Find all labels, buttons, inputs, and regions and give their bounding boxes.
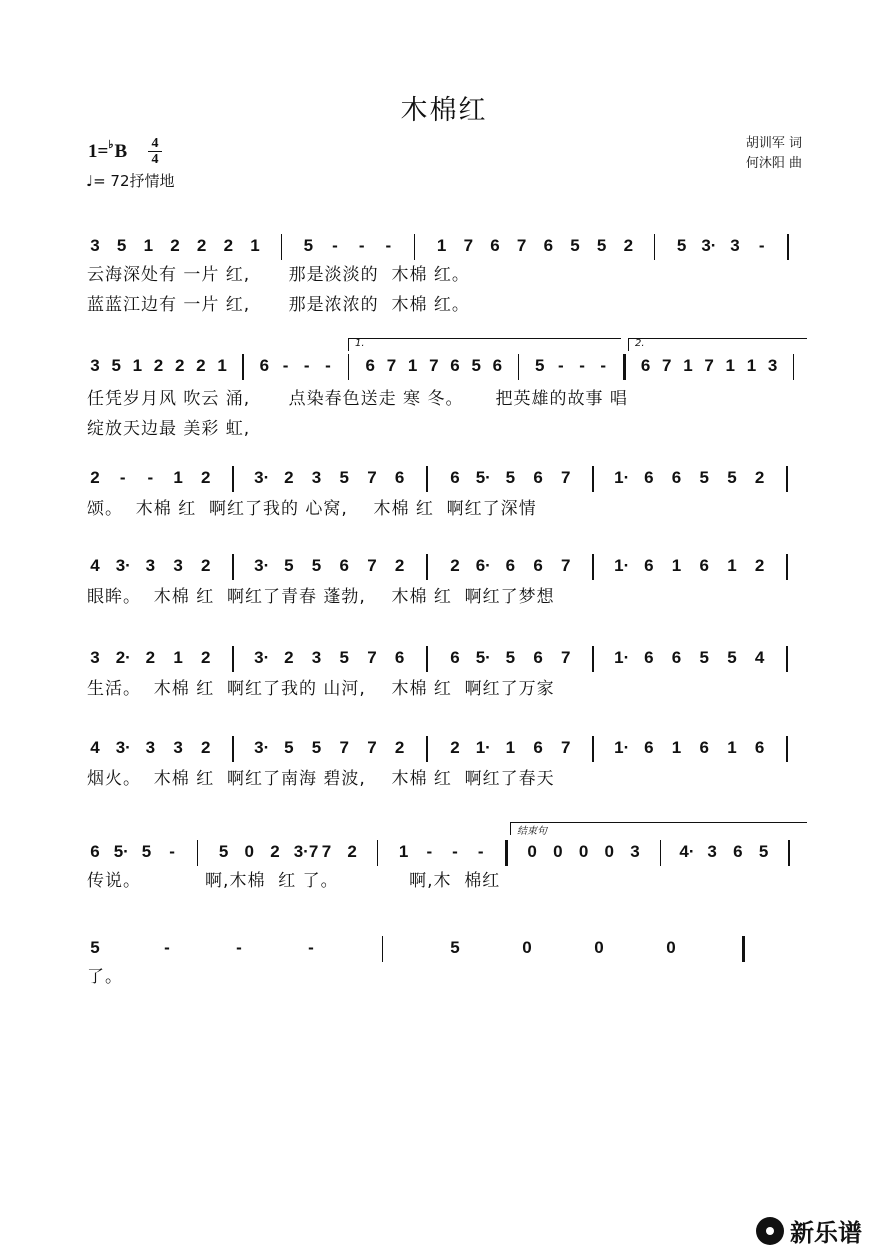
note: - — [385, 236, 392, 255]
note: 2 — [174, 356, 185, 375]
note: 5 — [727, 468, 737, 487]
note: - — [147, 468, 154, 487]
note: 6 — [543, 236, 554, 255]
barline — [592, 646, 593, 672]
note: 3 — [90, 648, 100, 667]
barline — [623, 354, 626, 380]
volta-first-ending — [348, 338, 621, 351]
note: 6 — [640, 356, 651, 375]
note: 5 — [339, 648, 349, 667]
note: 5 — [90, 938, 100, 957]
note: 5 — [116, 236, 127, 255]
note: 6 — [394, 468, 405, 487]
note: 7 — [339, 738, 349, 757]
note: 1 — [407, 356, 418, 375]
note: 3 — [90, 356, 100, 375]
note: 7 — [561, 468, 571, 487]
note: 6 — [505, 556, 516, 575]
note: 7 — [367, 468, 377, 487]
note: 5 — [505, 468, 516, 487]
barline — [592, 736, 593, 762]
note: 6 — [533, 738, 543, 757]
note: 2 — [450, 738, 460, 757]
note: 1 — [727, 738, 737, 757]
lyric-line — [0, 962, 888, 986]
note: 7 — [367, 556, 377, 575]
note: - — [558, 356, 564, 375]
note: 6 — [644, 556, 654, 575]
note: 6 — [699, 556, 709, 575]
lyric-line — [0, 260, 888, 284]
note: 1· — [614, 468, 630, 487]
tempo-text: = 72抒情地 — [93, 172, 175, 190]
note: - — [477, 842, 484, 861]
note: 3· — [254, 556, 270, 575]
barline — [660, 840, 661, 866]
note: 6 — [450, 648, 460, 667]
note: 7 — [561, 556, 571, 575]
note: 5 — [218, 842, 229, 861]
note: 5 — [311, 738, 322, 757]
note: - — [600, 356, 607, 375]
note: 1 — [250, 236, 260, 255]
barline — [786, 466, 787, 492]
note: 6· — [475, 556, 491, 575]
note: 6 — [644, 648, 654, 667]
note: 2 — [754, 556, 765, 575]
note: 1 — [725, 356, 736, 375]
lyric-text: 烟火。 木棉 红 啊红了南海 碧波, 木棉 红 啊红了春天 — [87, 769, 555, 789]
lyric-text: 颂。 木棉 红 啊红了我的 心窝, 木棉 红 啊红了深情 — [87, 499, 537, 519]
barline — [426, 646, 427, 672]
barline — [654, 234, 655, 260]
note: - — [332, 236, 338, 255]
note: 6 — [394, 648, 405, 667]
note: 1 — [173, 468, 183, 487]
barline — [232, 466, 233, 492]
volta-second-ending — [628, 338, 807, 351]
lyric-text: 蓝蓝江边有 一片 红, 那是浓浓的 木棉 红。 — [87, 295, 470, 315]
note: 5· — [475, 648, 491, 667]
lyric-line — [0, 582, 888, 606]
note: 5 — [303, 236, 314, 255]
note: 2 — [196, 236, 207, 255]
lyric-text: 传说。 啊,木棉 红 了。 啊,木 棉红 — [87, 871, 501, 891]
credits — [746, 134, 802, 174]
note: 4 — [90, 738, 100, 757]
note: 1 — [398, 842, 409, 861]
barline — [786, 736, 787, 762]
barline — [242, 354, 243, 380]
note: 5 — [534, 356, 545, 375]
note: 7 — [561, 738, 571, 757]
note: 5 — [505, 648, 516, 667]
note: - — [452, 842, 458, 861]
note: 5 — [570, 236, 580, 255]
note: 6 — [365, 356, 376, 375]
note: 7 — [704, 356, 714, 375]
note: 7 — [463, 236, 474, 255]
note: 2 — [201, 468, 211, 487]
note: 1 — [217, 356, 227, 375]
note: 5 — [727, 648, 737, 667]
note: 2 — [450, 556, 460, 575]
note: 1 — [132, 356, 143, 375]
note: 2 — [201, 648, 211, 667]
barline — [377, 840, 378, 866]
note: 7 — [367, 738, 377, 757]
flat-sign: ♭ — [108, 139, 114, 151]
note: 6 — [339, 556, 349, 575]
barline — [793, 354, 794, 380]
note: 1 — [746, 356, 757, 375]
note: 2 — [170, 236, 180, 255]
note: 3 — [707, 842, 717, 861]
note: 5 — [339, 468, 349, 487]
note: 5 — [284, 556, 294, 575]
note: 1 — [727, 556, 737, 575]
barline — [232, 646, 233, 672]
barline — [787, 234, 788, 260]
watermark-text: 新乐谱 — [790, 1219, 862, 1247]
barline — [426, 554, 427, 580]
note: 3· — [701, 236, 717, 255]
note: 7 — [386, 356, 397, 375]
note: 2 — [754, 468, 765, 487]
tempo-marking — [86, 170, 175, 191]
note: 2 — [223, 236, 234, 255]
lyric-text: 眼眸。 木棉 红 啊红了青春 蓬勃, 木棉 红 啊红了梦想 — [87, 587, 555, 607]
note: 4 — [754, 648, 765, 667]
note: - — [758, 236, 765, 255]
note: 6 — [533, 556, 543, 575]
barline — [518, 354, 519, 380]
ending-bracket — [510, 822, 807, 835]
time-sig-bottom: 4 — [151, 152, 159, 167]
note: - — [325, 356, 331, 375]
note: - — [282, 356, 289, 375]
note: 5 — [450, 938, 460, 957]
note: 4· — [679, 842, 695, 861]
note: 3 — [630, 842, 640, 861]
lyric-text: 生活。 木棉 红 啊红了我的 山河, 木棉 红 啊红了万家 — [87, 679, 555, 699]
note: 2 — [196, 356, 206, 375]
note: 2 — [90, 468, 100, 487]
note: 3 — [145, 738, 156, 757]
note: - — [119, 468, 126, 487]
note: 2 — [394, 738, 405, 757]
watermark-logo — [756, 1213, 862, 1248]
note: 1· — [614, 738, 630, 757]
note: 5 — [758, 842, 769, 861]
note: 0 — [594, 938, 604, 957]
note: 0 — [244, 842, 255, 861]
lyric-line — [0, 384, 888, 408]
key-prefix: 1= — [88, 141, 109, 162]
lyricist-credit: 胡训军 词 — [745, 136, 802, 151]
note: 3· — [115, 738, 131, 757]
note: 0 — [604, 842, 615, 861]
note: 3 — [173, 556, 183, 575]
lyric-text: 了。 — [87, 967, 123, 987]
lyric-line — [0, 290, 888, 314]
note: 7 — [516, 236, 527, 255]
note: 5· — [475, 468, 491, 487]
note: 2· — [115, 648, 131, 667]
barline — [786, 554, 787, 580]
note: 6 — [533, 468, 543, 487]
barline — [426, 466, 427, 492]
note: 3 — [311, 648, 322, 667]
note: 3 — [730, 236, 740, 255]
note: 0 — [553, 842, 563, 861]
note: 6 — [490, 236, 500, 255]
note: 5 — [141, 842, 152, 861]
note: 0 — [527, 842, 537, 861]
barline — [592, 554, 593, 580]
note: 2 — [394, 556, 405, 575]
note: - — [236, 938, 242, 957]
barline — [414, 234, 415, 260]
note: - — [303, 356, 310, 375]
volta-label: 1. — [355, 338, 365, 349]
note: 2 — [201, 738, 211, 757]
note: 3·7 — [293, 842, 319, 861]
lyric-line — [0, 674, 888, 698]
note: 6 — [644, 738, 654, 757]
note: 2 — [145, 648, 156, 667]
note: 5 — [284, 738, 294, 757]
note: - — [169, 842, 175, 861]
barline — [382, 936, 383, 962]
note: 5 — [111, 356, 121, 375]
time-signature — [148, 137, 162, 166]
note: 5 — [596, 236, 607, 255]
note: 1· — [475, 738, 491, 757]
note: - — [308, 938, 314, 957]
note: 1 — [671, 738, 682, 757]
note: 3 — [90, 236, 100, 255]
note: 3 — [173, 738, 183, 757]
song-title: 木棉红 — [400, 95, 488, 126]
note: 5 — [676, 236, 687, 255]
key-signature — [88, 138, 127, 163]
note: 6 — [492, 356, 503, 375]
note: 3· — [115, 556, 131, 575]
lyric-line — [0, 866, 888, 890]
note: 6 — [671, 468, 682, 487]
barline — [197, 840, 198, 866]
lyric-text: 绽放天边最 美彩 虹, — [87, 419, 251, 439]
note: 4 — [90, 556, 100, 575]
ending-label: 结束句 — [517, 826, 547, 837]
lyric-line — [0, 414, 888, 438]
key-note: B — [114, 141, 128, 162]
note: - — [426, 842, 433, 861]
note: 7 — [429, 356, 439, 375]
note: 1 — [671, 556, 682, 575]
note: 7 — [367, 648, 377, 667]
lyric-line — [0, 494, 888, 518]
note: 2 — [201, 556, 211, 575]
barline — [281, 234, 282, 260]
note: 3 — [311, 468, 322, 487]
note: 0 — [522, 938, 532, 957]
note: - — [579, 356, 585, 375]
note: 5 — [699, 648, 709, 667]
note: 3· — [254, 468, 270, 487]
note: 2 — [153, 356, 164, 375]
note: - — [358, 236, 365, 255]
note: 3· — [254, 648, 270, 667]
note: 2 — [284, 468, 294, 487]
lyric-line — [0, 764, 888, 788]
note: - — [164, 938, 170, 957]
note: 2 — [347, 842, 357, 861]
note: 6 — [733, 842, 743, 861]
lyric-text: 云海深处有 一片 红, 那是淡淡的 木棉 红。 — [87, 265, 470, 285]
note: 3 — [767, 356, 778, 375]
note: 2 — [284, 648, 294, 667]
note: 1 — [683, 356, 693, 375]
barline — [788, 840, 789, 866]
note: 1 — [143, 236, 154, 255]
note: 5 — [699, 468, 709, 487]
note: 6 — [450, 468, 460, 487]
note: 6 — [533, 648, 543, 667]
note: 1 — [173, 648, 183, 667]
note: 1· — [614, 556, 630, 575]
time-sig-top: 4 — [151, 136, 159, 151]
volta-label: 2. — [635, 338, 645, 349]
barline — [505, 840, 508, 866]
note: 7 — [662, 356, 672, 375]
note: 0 — [666, 938, 676, 957]
lyric-text: 任凭岁月风 吹云 涌, 点染春色送走 寒 冬。 把英雄的故事 唱 — [87, 389, 628, 409]
barline — [742, 936, 745, 962]
note: 3 — [145, 556, 156, 575]
note: 6 — [450, 356, 460, 375]
notation-line — [0, 356, 888, 386]
record-disc-icon — [756, 1217, 784, 1245]
note: 1 — [436, 236, 447, 255]
note: 5 — [471, 356, 481, 375]
note: 1· — [614, 648, 630, 667]
note: 6 — [90, 842, 100, 861]
note: 5· — [113, 842, 129, 861]
note: 0 — [578, 842, 589, 861]
barline — [426, 736, 427, 762]
note: 5 — [311, 556, 322, 575]
note: 6 — [644, 468, 654, 487]
barline — [232, 736, 233, 762]
barline — [232, 554, 233, 580]
note: 6 — [754, 738, 765, 757]
note: 7 — [321, 842, 332, 861]
note: 6 — [671, 648, 682, 667]
barline — [348, 354, 349, 380]
barline — [592, 466, 593, 492]
note: 7 — [561, 648, 571, 667]
barline — [786, 646, 787, 672]
note: 2 — [270, 842, 280, 861]
quarter-note-icon: ♩ — [86, 172, 94, 190]
note: 2 — [623, 236, 634, 255]
composer-credit: 何沐阳 曲 — [745, 156, 802, 171]
note: 3· — [254, 738, 270, 757]
note: 6 — [259, 356, 270, 375]
note: 1 — [505, 738, 516, 757]
note: 6 — [699, 738, 709, 757]
